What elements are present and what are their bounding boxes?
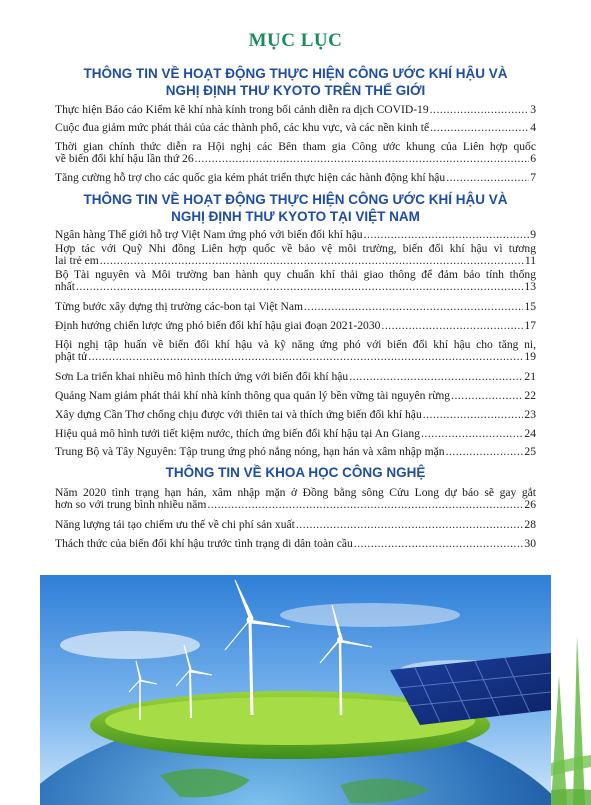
toc-entry[interactable] <box>55 320 536 332</box>
toc-entry[interactable] <box>55 538 536 550</box>
entry-title: Hợp tác với Quỹ Nhi đồng Liên hợp quốc về bảo vệ môi trường, biến đổi khí hậu vì tương <box>55 242 536 255</box>
page-number: 26 <box>524 498 536 511</box>
page-number: 22 <box>524 389 536 402</box>
section-heading-science <box>40 464 551 481</box>
page-number: 23 <box>524 408 536 421</box>
page-number: 24 <box>524 427 536 440</box>
page-number: 6 <box>530 152 536 165</box>
leader-dots <box>421 428 523 440</box>
hero-image-globe-turbines-solar <box>40 575 551 805</box>
page-number: 19 <box>524 350 536 363</box>
leader-dots <box>76 281 523 293</box>
entry-title: Từng bước xây dựng thị trường các-bon tại Việt Nam <box>55 301 304 313</box>
entry-title: Cuộc đua giảm mức phát thải của các thành phố, các khu vực, và các nền kinh tế <box>55 122 430 134</box>
toc-entry[interactable] <box>55 487 536 511</box>
entry-title: Tăng cường hỗ trợ cho các quốc gia kém phát triển thực hiện các hành động khí hậu <box>55 172 446 184</box>
section-heading-world <box>40 65 551 99</box>
page-number: 9 <box>530 228 536 241</box>
toc-entry[interactable] <box>55 243 536 267</box>
toc-entry[interactable] <box>55 172 536 184</box>
leader-dots <box>446 446 524 458</box>
entry-title: Hiệu quả mô hình tưới tiết kiệm nước, thích ứng biến đổi khí hậu tại An Giang <box>55 428 421 440</box>
page-number: 30 <box>524 537 536 550</box>
leader-dots <box>430 104 530 116</box>
entry-title-cont: lai trẻ em <box>55 255 99 267</box>
entry-title: Sơn La triển khai nhiều mô hình thích ứng với biến đổi khí hậu <box>55 371 349 383</box>
section-heading-line1: THÔNG TIN VỀ KHOA HỌC CÔNG NGHỆ <box>165 465 426 480</box>
leader-dots <box>364 229 530 241</box>
entry-title: Định hướng chiến lược ứng phó biến đổi khí hậu giai đoạn 2021-2030 <box>55 320 381 332</box>
entry-title: Xây dựng Cần Thơ chống chịu được với thiên tai và thích ứng biến đổi khí hậu <box>55 409 422 421</box>
toc-entry[interactable] <box>55 122 536 134</box>
entry-title-cont: nhất <box>55 281 75 293</box>
leader-dots <box>100 255 524 267</box>
leader-dots <box>195 153 530 165</box>
leader-dots <box>349 371 523 383</box>
entry-title: Thách thức của biến đổi khí hậu trước tình trạng di dân toàn cầu <box>55 538 353 550</box>
leader-dots <box>381 320 523 332</box>
section-heading-line1: THÔNG TIN VỀ HOẠT ĐỘNG THỰC HIỆN CÔNG ƯỚC KHÍ HẬU VÀ <box>83 192 508 207</box>
toc-entry[interactable] <box>55 519 536 531</box>
leader-dots <box>207 499 523 511</box>
toc-entry[interactable] <box>55 339 536 363</box>
section-heading-vietnam <box>40 191 551 225</box>
toc-entry[interactable] <box>55 371 536 383</box>
leader-dots <box>446 172 529 184</box>
page-number: 13 <box>524 280 536 293</box>
page-number: 17 <box>524 319 536 332</box>
entry-title: Thực hiện Báo cáo Kiểm kê khí nhà kính trong bối cảnh diễn ra dịch COVID-19 <box>55 104 429 116</box>
toc-entry[interactable] <box>55 409 536 421</box>
page-number: 4 <box>530 121 536 134</box>
toc-entry[interactable] <box>55 104 536 116</box>
entry-title: Năm 2020 tình trạng hạn hán, xâm nhập mặn ở Đồng bằng sông Cửu Long dự báo sẽ gay gắt <box>55 486 536 499</box>
entry-title: Thời gian chính thức diễn ra Hội nghị các Bên tham gia Công ước khung của Liên hợp quốc <box>55 140 536 153</box>
leader-dots <box>430 122 529 134</box>
leader-dots <box>451 390 523 402</box>
entry-title: Năng lượng tái tạo chiếm ưu thế về chi phí sản xuất <box>55 519 295 531</box>
page-number: 7 <box>530 171 536 184</box>
page-number: 3 <box>530 103 536 116</box>
section-heading-line2: NGHỊ ĐỊNH THƯ KYOTO TẠI VIỆT NAM <box>171 209 420 224</box>
page-number: 15 <box>524 300 536 313</box>
section-heading-line1: THÔNG TIN VỀ HOẠT ĐỘNG THỰC HIỆN CÔNG ƯỚC KHÍ HẬU VÀ <box>83 66 508 81</box>
entry-title: Bộ Tài nguyên và Môi trường ban hành quy chuẩn khí thải giao thông để đảm bảo tính thống <box>55 268 536 281</box>
entry-title-cont: hơn so với trung bình nhiều năm <box>55 499 207 511</box>
page-number: 21 <box>524 370 536 383</box>
toc-entry[interactable] <box>55 446 536 458</box>
page-number: 11 <box>524 254 536 267</box>
entry-title: Quảng Nam giảm phát thải khí nhà kính thông qua quản lý bền vững tài nguyên rừng <box>55 390 451 402</box>
toc-entry[interactable] <box>55 229 536 241</box>
toc-entry[interactable] <box>55 301 536 313</box>
toc-entry[interactable] <box>55 428 536 440</box>
section-heading-line2: NGHỊ ĐỊNH THƯ KYOTO TRÊN THẾ GIỚI <box>165 83 426 98</box>
entry-title: Hội nghị tập huấn về biến đổi khí hậu và kỹ năng ứng phó với biến đổi khí hậu cho tăng ni, <box>55 338 536 351</box>
entry-title-cont: về biến đổi khí hậu lần thứ 26 <box>55 153 194 165</box>
page-number: 25 <box>524 445 536 458</box>
leader-dots <box>88 351 523 363</box>
leader-dots <box>423 409 524 421</box>
toc-entry[interactable] <box>55 269 536 293</box>
toc-entry[interactable] <box>55 390 536 402</box>
entry-title-cont: phật tử <box>55 351 88 363</box>
page-title: MỤC LỤC <box>248 30 343 51</box>
entry-title: Trung Bộ và Tây Nguyên: Tập trung ứng phó nắng nóng, hạn hán và xâm nhập mặn <box>55 446 445 458</box>
leader-dots <box>304 301 523 313</box>
page-number: 28 <box>524 518 536 531</box>
entry-title: Ngân hàng Thế giới hỗ trợ Việt Nam ứng phó với biến đổi khí hậu <box>55 229 363 241</box>
toc-entry[interactable] <box>55 141 536 165</box>
